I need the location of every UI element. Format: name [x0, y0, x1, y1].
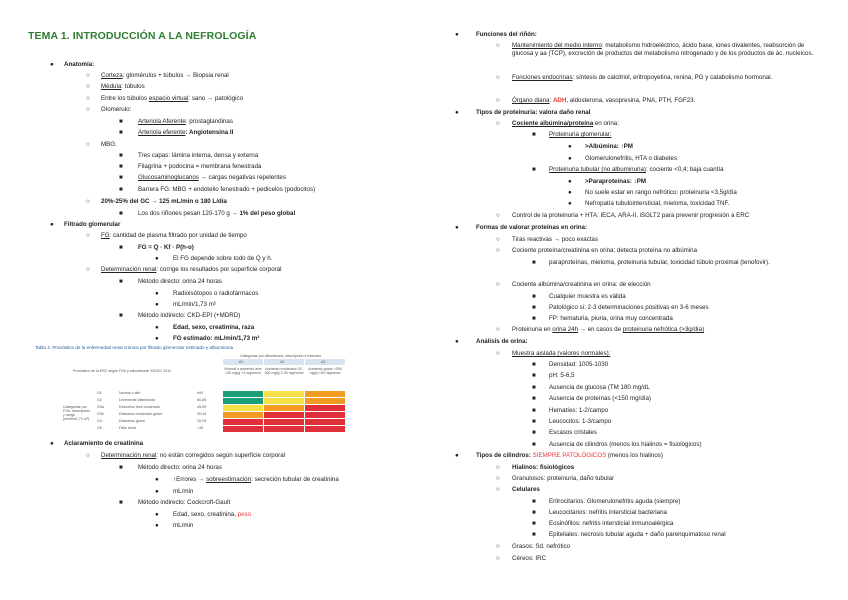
- formas-heading: Formas de valorar proteínas en orina:: [476, 224, 588, 231]
- aus-cil: Ausencia de cilindros (menos los hialinos = fisiológicos): [549, 441, 702, 448]
- edad-raza: Edad, sexo, creatinina, raza: [173, 324, 255, 331]
- bullet: ●: [568, 189, 572, 196]
- mbg-barrera: Barrera FG: MBG + endotelio fenestrado + pedicelos (podocitos): [138, 186, 316, 193]
- bullet: ●: [50, 440, 54, 447]
- cereos: Céreos: IRC: [512, 555, 547, 562]
- grasos: Grasos: Sd. nefrótico: [512, 543, 571, 550]
- tipos-cil-heading: Tipos de cilindros: SIEMPRE PATOLÓGICOS (menos los hialinos): [476, 452, 663, 459]
- celulares: Celulares: [512, 486, 540, 493]
- bullet: ○: [86, 232, 90, 239]
- bullet: ■: [532, 407, 536, 414]
- aus-glucosa: Ausencia de glucosa (TM 180 mg/dL: [549, 384, 650, 391]
- mlmin173-line: mL/min/1,73 m²: [173, 301, 216, 308]
- eritro: Eritrocitarios: Glomerulonefritis aguda (siempre): [549, 498, 681, 505]
- a1-label: A1: [239, 360, 244, 364]
- bullet: ■: [119, 210, 123, 217]
- bullet: ■: [119, 118, 123, 125]
- bullet: ○: [496, 543, 500, 550]
- filtrado-heading: Filtrado glomerular: [64, 221, 121, 228]
- patologico-line: Patológico si: 2-3 determinaciones positivas en 3-6 meses: [549, 304, 709, 311]
- bullet: ○: [86, 106, 90, 113]
- risk-cell: [305, 426, 345, 432]
- risk-cell: [264, 419, 304, 425]
- bullet: ■: [532, 131, 536, 138]
- bullet: ■: [532, 520, 536, 527]
- bullet: ■: [119, 312, 123, 319]
- bullet: ●: [455, 224, 459, 231]
- bullet: ○: [496, 247, 500, 254]
- figure-header-top: Categorías por albuminuria, descripción e intervalo: [240, 354, 322, 358]
- risk-cell: [264, 398, 304, 404]
- determinacion-line: Determinación renal: corrige los resultados por superficie corporal: [101, 266, 282, 273]
- row-range: 45-59: [197, 405, 207, 409]
- page-title: TEMA 1. INTRODUCCIÓN A LA NEFROLOGÍA: [28, 30, 257, 42]
- kdigo-table-figure: [35, 345, 343, 437]
- bullet: ○: [86, 266, 90, 273]
- cualquier-line: Cualquier muestra es válida: [549, 293, 626, 300]
- coc-prot-creat: Cociente proteína/creatinina en orina: detecta proteína no albúmina: [512, 247, 698, 254]
- a3-desc: Aumento grave >300 mg/g >30 mg/mmol: [308, 367, 342, 375]
- bullet: ○: [86, 83, 90, 90]
- bullet: ●: [155, 511, 159, 518]
- bullet: ■: [532, 509, 536, 516]
- endocrinas-line: Funciones endocrinas: síntesis de calcitriol, eritropoyetina, renina, PG y catabolismo hormonal.: [512, 74, 773, 81]
- bullet: ●: [50, 221, 54, 228]
- prot-glom: Proteinuria glomerular:: [549, 131, 612, 138]
- a3-label: A3: [321, 360, 326, 364]
- risk-cell: [223, 391, 263, 397]
- row-category: G5: [97, 426, 102, 430]
- bullet: ■: [532, 441, 536, 448]
- nefropatia: Nefropatía tubulointersticial, mieloma, toxicidad TNF.: [585, 200, 730, 207]
- mlmin-line: mL/min: [173, 488, 194, 495]
- row-range: ≥90: [197, 391, 203, 395]
- bullet: ○: [496, 120, 500, 127]
- bullet: ■: [532, 304, 536, 311]
- bullet: ■: [532, 384, 536, 391]
- eferente-line: Arteriola eferente: Angiotensina II: [138, 129, 234, 136]
- row-description: Normal o alto: [119, 391, 141, 395]
- bullet: ●: [568, 200, 572, 207]
- tiras-line: Tiras reactivas → poco exactas: [512, 236, 599, 243]
- bullet: ○: [496, 350, 500, 357]
- gc-line: 20%-25% del GC → 125 mL/min o 180 L/día: [101, 198, 227, 205]
- determinacion2-line: Determinación renal: no están corregidos según superficie corporal: [101, 452, 286, 459]
- row-category: G1: [97, 391, 102, 395]
- fg-depende: El FG depende sobre todo de Q y h.: [173, 255, 273, 262]
- risk-cell: [264, 426, 304, 432]
- left-head: Pronóstico de la ERC según FGe y albuminuria: KDIGO 2012: [73, 369, 172, 373]
- bullet: ●: [455, 31, 459, 38]
- bullet: ■: [532, 166, 536, 173]
- bullet: ■: [532, 429, 536, 436]
- side-label: Categorías por FGe, descripción y rango (ml/min/1,73 m²): [63, 405, 91, 421]
- epit: Epiteliales: necrosis tubular aguda + daño parenquimatoso renal: [549, 531, 726, 538]
- edad-peso: Edad, sexo, creatinina, peso: [173, 511, 252, 518]
- bullet: ■: [119, 244, 123, 251]
- bullet: ■: [532, 259, 536, 266]
- bullet: ○: [496, 281, 500, 288]
- bullet: ●: [155, 290, 159, 297]
- bullet: ○: [496, 236, 500, 243]
- bullet: ●: [155, 476, 159, 483]
- figure-caption: Tabla 4. Pronóstico de la enfermedad renal crónica por filtrado glomerular estimado y albuminuria: [35, 345, 234, 350]
- row-description: Descenso leve-moderado: [119, 405, 160, 409]
- aclaramiento-heading: Aclaramiento de creatinina: [64, 440, 144, 447]
- bullet: ●: [568, 178, 572, 185]
- bullet: ○: [496, 97, 500, 104]
- bullet: ●: [155, 301, 159, 308]
- densidad: Densidad: 1005-1030: [549, 361, 609, 368]
- metodo-directo: Método directo: orina 24 horas: [138, 278, 222, 285]
- aus-prot: Ausencia de proteínas (<150 mg/día): [549, 395, 651, 402]
- risk-cell: [223, 405, 263, 411]
- bullet: ●: [155, 324, 159, 331]
- glomerulo-line: Glomérulo:: [101, 106, 132, 113]
- metodo-directo2: Método directo: orina 24 horas: [138, 464, 222, 471]
- risk-cell: [223, 419, 263, 425]
- mbg-line: MBG:: [101, 141, 117, 148]
- ph: pH: 5-6,5: [549, 372, 575, 379]
- row-category: G3b: [97, 412, 104, 416]
- medula-line: Médula: túbulos: [101, 83, 145, 90]
- bullet: ●: [155, 522, 159, 529]
- risk-cell: [264, 405, 304, 411]
- escasos: Escasos cristales: [549, 429, 597, 436]
- risk-cell: [223, 426, 263, 432]
- mbg-filagrina: Filagrina + podocina = membrana fenestrada: [138, 163, 262, 170]
- bullet: ■: [532, 395, 536, 402]
- tipos-prot-heading: Tipos de proteinuria: valora daño renal: [476, 109, 591, 116]
- row-category: G3a: [97, 405, 104, 409]
- bullet: ■: [532, 315, 536, 322]
- mlmin2-line: mL/min: [173, 522, 194, 529]
- mbg-capas: Tres capas: lámina interna, densa y externa: [138, 152, 259, 159]
- risk-cell: [305, 405, 345, 411]
- bullet: ○: [496, 555, 500, 562]
- rinones-line: Los dos riñones pesan 120-170 g → 1% del peso global: [138, 210, 296, 217]
- leucocitos: Leucocitos: 1-3/campo: [549, 418, 612, 425]
- bullet: ●: [455, 109, 459, 116]
- paraproteinas-line: paraproteínas, mieloma, proteinuria tubular, toxicidad túbulo proximal (tenofovir).: [549, 259, 770, 266]
- a2-label: A2: [280, 360, 285, 364]
- bullet: ■: [532, 361, 536, 368]
- hialinos: Hialinos: fisiológicos: [512, 464, 575, 471]
- analisis-heading: Análisis de orina:: [476, 338, 528, 345]
- a1-desc: Normal o aumento leve <30 mg/g <3 mg/mmol: [224, 367, 262, 375]
- fp-line: FP: hematuria, piuria, orina muy concentrada: [549, 315, 673, 322]
- row-range: 30-44: [197, 412, 207, 416]
- risk-cell: [305, 412, 345, 418]
- bullet: ○: [496, 42, 500, 49]
- bullet: ○: [496, 486, 500, 493]
- bullet: ○: [86, 95, 90, 102]
- row-category: G2: [97, 398, 102, 402]
- bullet: ■: [532, 498, 536, 505]
- control-line: Control de la proteinuria + HTA: IECA, ARA-II, iSGLT2 para prevenir progresión a ERC: [512, 212, 750, 219]
- coc-alb-creat: Cociente albúmina/creatinina en orina: de elección: [512, 281, 651, 288]
- glom-diab: Glomerulonefritis, HTA o diabetes: [585, 155, 678, 162]
- bullet: ●: [155, 335, 159, 342]
- prot-tubular: Proteinuria tubular (no albuminuria): cociente <0,4; baja cuantía: [549, 166, 724, 173]
- bullet: ○: [86, 72, 90, 79]
- leuco: Leucocitarios: nefritis intersticial bacteriana: [549, 509, 667, 516]
- row-description: Levemente disminuido: [119, 398, 155, 402]
- fg-line: FG: cantidad de plasma filtrado por unidad de tiempo: [101, 232, 247, 239]
- fg-estimado: FG estimado: mL/min/1,73 m²: [173, 335, 260, 342]
- no-suele: No suele estar en rango nefrótico: proteinuria <3,5g/día: [585, 189, 737, 196]
- anatomia-heading: Anatomía:: [64, 61, 95, 68]
- bullet: ○: [86, 452, 90, 459]
- bullet: ○: [496, 464, 500, 471]
- diana-line: Órgano diana: ADH, aldosterona, vasopresina, PNA, PTH, FGF23.: [512, 97, 696, 104]
- fg-formula: FG = Q · Kf · P(h-o): [138, 244, 194, 251]
- bullet: ○: [496, 212, 500, 219]
- mbg-glucos: Glucosaminoglucanos → cargas negativas repelentes: [138, 174, 286, 181]
- aferente-line: Arteriola Aferente: prostaglandinas: [138, 118, 233, 125]
- bullet: ○: [86, 198, 90, 205]
- risk-cell: [223, 412, 263, 418]
- risk-cell: [264, 391, 304, 397]
- bullet: ■: [119, 163, 123, 170]
- bullet: ■: [119, 152, 123, 159]
- a2-desc: Aumento moderado 30-300 mg/g 3-30 mg/mmol: [264, 367, 304, 375]
- paraprot: >Paraproteínas: ↓PM: [585, 178, 647, 185]
- bullet: ■: [119, 129, 123, 136]
- eosin: Eosinófilos: nefritis intersticial inmunoalérgica: [549, 520, 674, 527]
- row-range: <15: [197, 426, 204, 430]
- bullet: ○: [496, 74, 500, 81]
- espacio-line: Entre los túbulos espacio virtual: sano → patológico: [101, 95, 244, 102]
- bullet: ●: [568, 143, 572, 150]
- bullet: ●: [155, 255, 159, 262]
- corteza-line: Corteza: glomérulos + túbulos → Biopsia renal: [101, 72, 229, 79]
- cociente-line: Cociente albúmina/proteína en orina:: [512, 120, 619, 127]
- row-range: 60-89: [197, 398, 207, 402]
- bullet: ■: [119, 464, 123, 471]
- row-description: Descenso grave: [119, 419, 145, 423]
- metodo-indirecto2: Método indirecto: Cockcroft-Gault: [138, 499, 231, 506]
- row-description: Descenso moderado-grave: [119, 412, 163, 416]
- bullet: ■: [532, 418, 536, 425]
- row-description: Fallo renal: [119, 426, 136, 430]
- bullet: ○: [496, 475, 500, 482]
- bullet: ●: [455, 338, 459, 345]
- mantenimiento-line: Mantenimiento del medio interno: metabolismo hidroeléctrico, ácido base, iones divalentes, reabsorción de glucosa y aa (TCP), excreción de productos del metabolismo nitrogenado y de los productos de ác. nucleicos.: [512, 42, 814, 57]
- bullet: ■: [119, 174, 123, 181]
- bullet: ■: [119, 278, 123, 285]
- funciones-heading: Funciones del riñón:: [476, 31, 537, 38]
- risk-cell: [264, 412, 304, 418]
- bullet: ■: [532, 531, 536, 538]
- albumina-up: >Albúmina: ↑PM: [585, 143, 633, 150]
- row-category: G4: [97, 419, 102, 423]
- risk-cell: [305, 398, 345, 404]
- bullet: ●: [50, 61, 54, 68]
- granulosos: Granulosos: proteinuria, daño tubular: [512, 475, 615, 482]
- risk-cell: [305, 391, 345, 397]
- row-range: 15-29: [197, 419, 207, 423]
- bullet: ●: [155, 488, 159, 495]
- bullet: ■: [532, 372, 536, 379]
- risk-cell: [223, 398, 263, 404]
- hematies: Hematíes: 1-2/campo: [549, 407, 609, 414]
- bullet: ○: [86, 141, 90, 148]
- bullet: ●: [568, 155, 572, 162]
- metodo-indirecto: Método indirecto: CKD-EPI (+MDRD): [138, 312, 241, 319]
- radio-line: Radioisótopos o radiofármacos: [173, 290, 259, 297]
- prot24-line: Proteinuria en orina 24h → en casos de proteinuria nefrótica (>3g/día): [512, 326, 705, 333]
- bullet: ■: [119, 186, 123, 193]
- errores-line: ↑Errores → sobreestimación: secreción tubular de creatinina: [173, 476, 339, 483]
- bullet: ■: [532, 293, 536, 300]
- risk-cell: [305, 419, 345, 425]
- bullet: ■: [119, 499, 123, 506]
- bullet: ○: [496, 326, 500, 333]
- muestra-line: Muestra aislada (valores normales):: [512, 350, 611, 357]
- bullet: ●: [455, 452, 459, 459]
